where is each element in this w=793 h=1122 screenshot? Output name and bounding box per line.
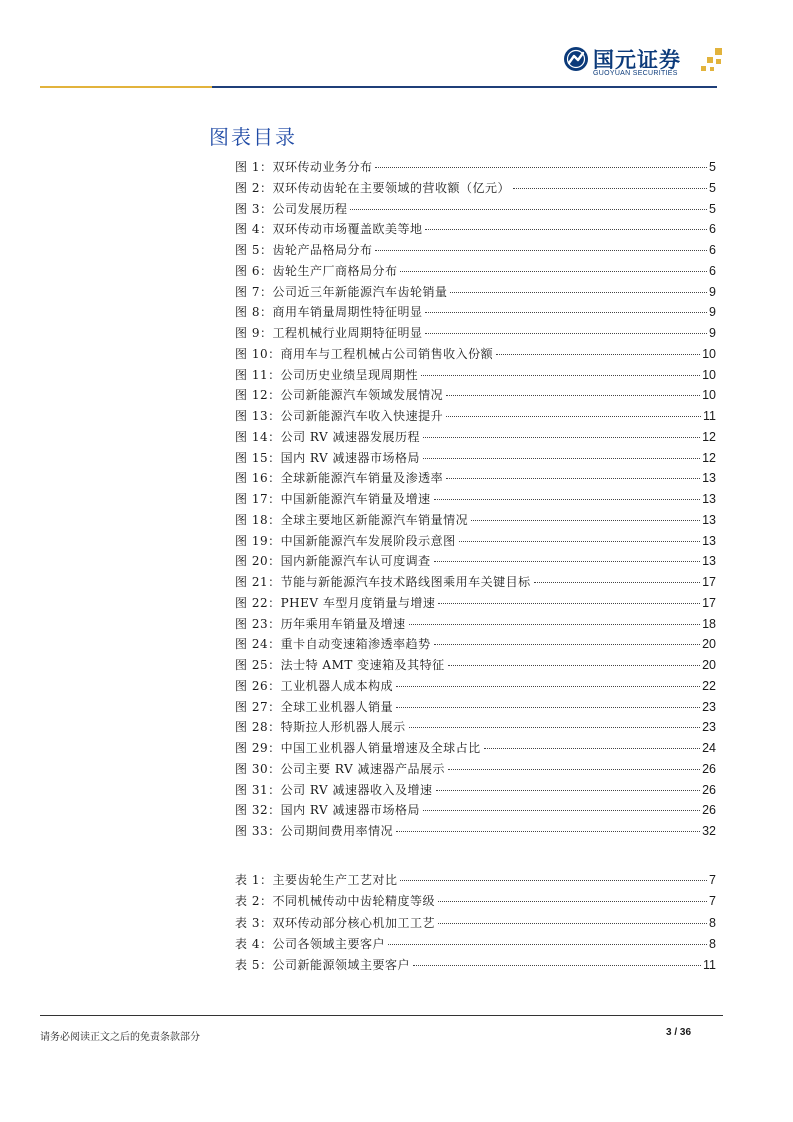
toc-entry-label: 图 31：公司 RV 减速器收入及增速 [235,782,433,797]
dot-leader [396,831,700,832]
toc-entry[interactable] [235,892,716,913]
toc-entry-label: 表 3：双环传动部分核心机加工工艺 [235,915,435,930]
toc-entry[interactable] [235,739,716,760]
toc-entry-page: 9 [709,305,716,320]
toc-entry-page: 9 [709,326,716,340]
toc-entry-page: 32 [702,824,716,838]
toc-entry-label: 图 18：全球主要地区新能源汽车销量情况 [235,512,469,527]
toc-entry[interactable] [235,781,716,802]
toc-entry-page: 26 [702,782,716,797]
footer-disclaimer: 请务必阅读正文之后的免责条款部分 [40,1032,200,1043]
toc-entry[interactable] [235,200,716,221]
dot-leader [400,880,707,881]
toc-entry-label: 表 2：不同机械传动中齿轮精度等级 [235,894,435,909]
toc-entry[interactable] [235,615,716,636]
dot-leader [413,965,701,966]
toc-entry[interactable] [235,303,716,324]
dot-leader [400,271,707,272]
toc-entry-page: 11 [703,409,716,423]
toc-entry-label: 图 13：公司新能源汽车收入快速提升 [235,409,444,423]
toc-entry-page: 5 [709,201,716,216]
toc-entry-label: 表 5：公司新能源领域主要客户 [235,958,410,972]
dot-leader [459,541,701,542]
toc-entry-page: 5 [709,160,716,174]
dot-leader [438,901,707,902]
dot-leader [434,561,701,562]
toc-entry-page: 26 [702,761,716,776]
dot-leader [425,312,707,313]
toc-entry[interactable] [235,262,716,283]
dot-leader [446,416,701,417]
toc-entry-label: 图 3：公司发展历程 [235,201,348,216]
dot-leader [446,395,700,396]
toc-entry-label: 图 16：全球新能源汽车销量及渗透率 [235,471,444,486]
dot-leader [534,582,701,583]
toc-entry[interactable] [235,220,716,241]
dot-leader [421,375,700,376]
toc-entry[interactable] [235,345,716,366]
toc-entry-page: 6 [709,263,716,278]
dot-leader [496,354,700,355]
toc-entry-page: 10 [702,346,716,361]
toc-entry[interactable] [235,366,716,387]
toc-entry[interactable] [235,956,716,977]
toc-entry-label: 表 1：主要齿轮生产工艺对比 [235,873,398,887]
dot-leader [434,644,701,645]
toc-entry[interactable] [235,490,716,511]
page-indicator: 3 / 36 [666,1027,692,1038]
toc-entry[interactable] [235,635,716,656]
toc-entry-page: 6 [709,222,716,237]
toc-entry[interactable] [235,552,716,573]
toc-entry-page: 24 [702,741,716,755]
toc-entry-page: 13 [702,471,716,486]
header-rule-blue [212,86,717,88]
toc-entry-label: 表 4：公司各领域主要客户 [235,936,385,951]
toc-entry-label: 图 14：公司 RV 减速器发展历程 [235,429,420,444]
dot-leader [450,292,707,293]
toc-entry-label: 图 21：节能与新能源汽车技术路线图乘用车关键目标 [235,575,531,589]
toc-entry-label: 图 30：公司主要 RV 减速器产品展示 [235,761,445,776]
toc-entry-page: 12 [702,450,716,465]
toc-entry-page: 20 [702,658,716,672]
logo-squares-icon [699,48,725,74]
toc-entry[interactable] [235,324,716,345]
toc-entry-label: 图 4：双环传动市场覆盖欧美等地 [235,222,423,237]
dot-leader [471,520,700,521]
toc-entry-label: 图 11：公司历史业绩呈现周期性 [235,367,419,382]
toc-entry-page: 11 [703,958,716,972]
toc-entry-label: 图 29：中国工业机器人销量增速及全球占比 [235,741,481,755]
toc-entry[interactable] [235,935,716,956]
company-logo [563,44,728,82]
toc-entry[interactable] [235,407,716,428]
toc-entry[interactable] [235,573,716,594]
toc-entry-label: 图 32：国内 RV 减速器市场格局 [235,803,420,818]
toc-entry[interactable] [235,428,716,449]
toc-entry-page: 9 [709,284,716,299]
toc-entry[interactable] [235,179,716,200]
toc-entry-label: 图 22：PHEV 车型月度销量与增速 [235,595,436,610]
toc-entry-label: 图 12：公司新能源汽车领域发展情况 [235,388,444,403]
table-list [235,871,716,977]
dot-leader [409,624,701,625]
toc-title: 图表目录 [209,125,297,149]
toc-entry-page: 8 [709,915,716,930]
toc-entry[interactable] [235,158,716,179]
toc-entry-page: 12 [702,429,716,444]
toc-entry-page: 10 [702,367,716,382]
toc-entry[interactable] [235,760,716,781]
toc-entry[interactable] [235,677,716,698]
toc-entry-page: 10 [702,388,716,403]
dot-leader [396,707,700,708]
toc-entry[interactable] [235,283,716,304]
dot-leader [396,686,700,687]
toc-entry-page: 13 [702,533,716,548]
toc-entry[interactable] [235,511,716,532]
toc-entry-label: 图 8：商用车销量周期性特征明显 [235,305,423,320]
toc-entry-page: 8 [709,936,716,951]
toc-entry-page: 13 [702,492,716,506]
toc-entry[interactable] [235,914,716,935]
dot-leader [375,250,707,251]
toc-entry[interactable] [235,386,716,407]
toc-entry-label: 图 17：中国新能源汽车销量及增速 [235,492,431,506]
dot-leader [350,209,707,210]
dot-leader [423,810,700,811]
toc-entry-page: 22 [702,678,716,693]
toc-entry[interactable] [235,241,716,262]
toc-entry-label: 图 20：国内新能源汽车认可度调查 [235,554,431,569]
logo-chinese-name: 国元证券 [593,48,681,72]
dot-leader [446,478,700,479]
toc-entry[interactable] [235,801,716,822]
toc-entry-label: 图 19：中国新能源汽车发展阶段示意图 [235,533,456,548]
dot-leader [425,229,707,230]
dot-leader [375,167,707,168]
toc-entry-page: 7 [709,894,716,909]
dot-leader [448,665,700,666]
toc-entry-page: 13 [702,554,716,569]
dot-leader [438,923,707,924]
toc-entry[interactable] [235,871,716,892]
dot-leader [425,333,707,334]
toc-entry[interactable] [235,532,716,553]
toc-entry-label: 图 25：法士特 AMT 变速箱及其特征 [235,658,445,672]
toc-entry-label: 图 9：工程机械行业周期特征明显 [235,326,423,340]
toc-entry-page: 23 [702,720,716,735]
dot-leader [423,437,700,438]
toc-entry-label: 图 6：齿轮生产厂商格局分布 [235,263,398,278]
toc-entry-label: 图 24：重卡自动变速箱渗透率趋势 [235,637,431,652]
dot-leader [409,727,701,728]
toc-entry-page: 23 [702,699,716,714]
toc-entry[interactable] [235,594,716,615]
toc-entry[interactable] [235,449,716,470]
dot-leader [484,748,701,749]
toc-entry-label: 图 26：工业机器人成本构成 [235,678,394,693]
toc-entry-label: 图 33：公司期间费用率情况 [235,824,394,838]
logo-emblem-icon [563,46,589,72]
toc-entry-label: 图 1：双环传动业务分布 [235,160,373,174]
dot-leader [423,458,700,459]
dot-leader [448,769,700,770]
toc-entry-label: 图 23：历年乘用车销量及增速 [235,616,406,631]
toc-entry-page: 17 [702,595,716,610]
toc-entry-page: 26 [702,803,716,818]
toc-entry-label: 图 27：全球工业机器人销量 [235,699,394,714]
toc-entry-page: 20 [702,637,716,652]
figure-list [235,158,716,843]
toc-entry-page: 17 [702,575,716,589]
footer-rule [40,1015,723,1016]
toc-entry-page: 5 [709,180,716,195]
toc-entry-label: 图 2：双环传动齿轮在主要领域的营收额（亿元） [235,180,510,195]
dot-leader [438,603,700,604]
toc-entry[interactable] [235,822,716,843]
dot-leader [436,790,701,791]
toc-entry[interactable] [235,469,716,490]
toc-entry-label: 图 15：国内 RV 减速器市场格局 [235,450,420,465]
toc-entry[interactable] [235,718,716,739]
toc-entry[interactable] [235,698,716,719]
toc-entry-label: 图 7：公司近三年新能源汽车齿轮销量 [235,284,448,299]
dot-leader [434,499,701,500]
toc-entry[interactable] [235,656,716,677]
toc-entry-label: 图 10：商用车与工程机械占公司销售收入份额 [235,346,494,361]
toc-entry-page: 13 [702,512,716,527]
toc-entry-label: 图 28：特斯拉人形机器人展示 [235,720,406,735]
dot-leader [388,944,707,945]
toc-entry-label: 图 5：齿轮产品格局分布 [235,243,373,257]
dot-leader [513,188,707,189]
toc-entry-page: 6 [709,243,716,257]
header-rule-gold [40,86,212,88]
logo-english-name: GUOYUAN SECURITIES [593,70,678,77]
toc-entry-page: 7 [709,873,716,887]
toc-entry-page: 18 [702,616,716,631]
